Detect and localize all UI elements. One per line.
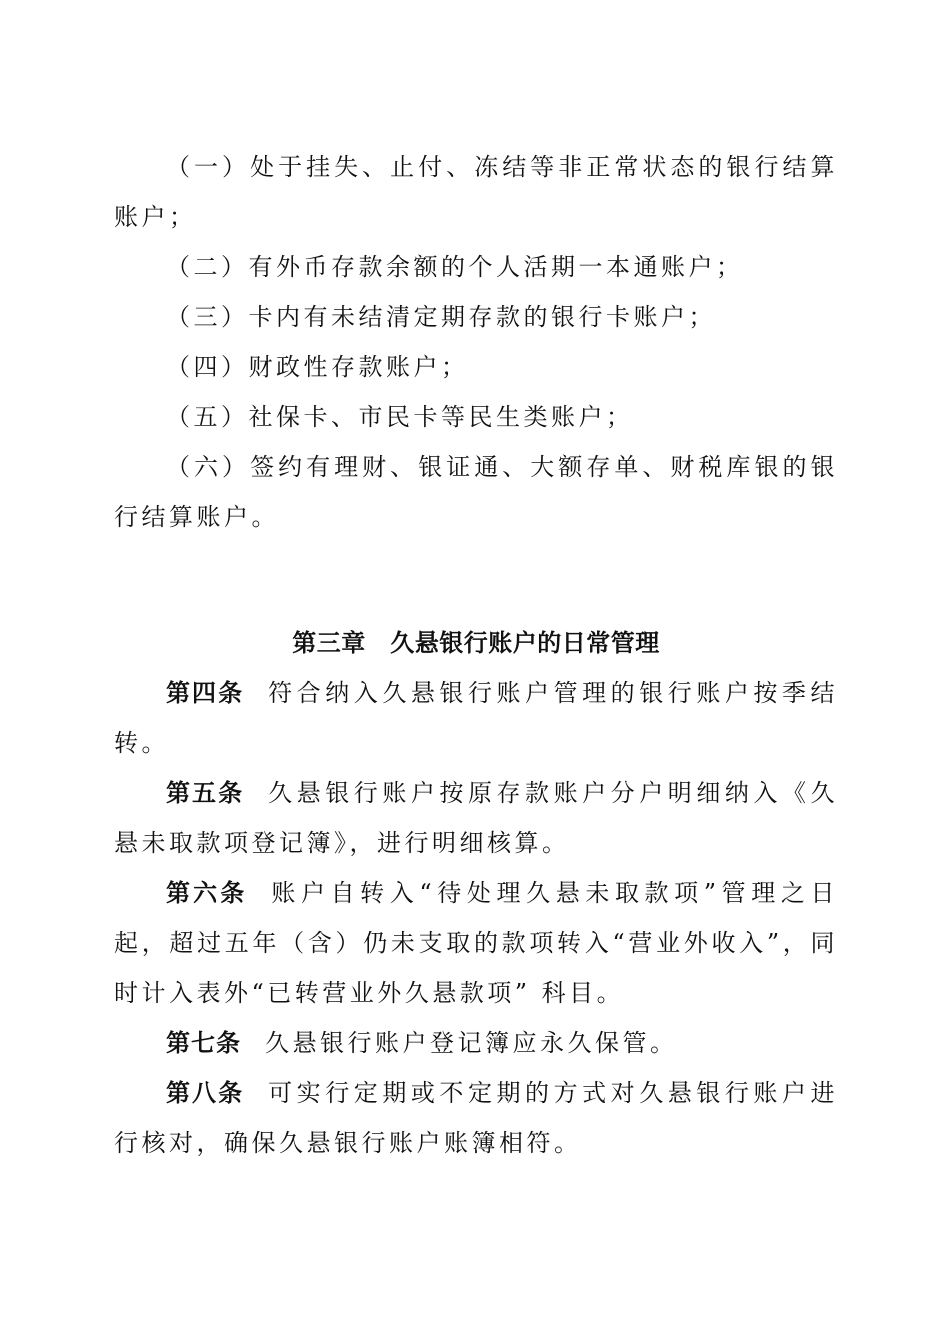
article-label: 第七条	[166, 1029, 241, 1057]
article-text: 符合纳入久悬银行账户管理的银行账户按季结转。	[114, 679, 839, 757]
article-label: 第六条	[166, 879, 248, 907]
article-7	[114, 1018, 838, 1068]
article-label: 第五条	[166, 779, 245, 807]
list-item-1: （一）处于挂失、止付、冻结等非正常状态的银行结算账户；	[114, 153, 838, 231]
article-4	[114, 668, 838, 768]
list-item-4: （四）财政性存款账户；	[166, 353, 469, 381]
document-body	[114, 142, 838, 1168]
article-5	[114, 768, 838, 868]
list-item-5: （五）社保卡、市民卡等民生类账户；	[166, 403, 634, 431]
chapter-title: 第三章 久悬银行账户的日常管理	[292, 629, 660, 657]
list-item-3: （三）卡内有未结清定期存款的银行卡账户；	[166, 303, 716, 331]
article-label: 第八条	[166, 1079, 245, 1107]
article-8	[114, 1068, 838, 1168]
article-text: 可实行定期或不定期的方式对久悬银行账户进行核对，确保久悬银行账户账簿相符。	[114, 1079, 839, 1157]
article-text: 久悬银行账户按原存款账户分户明细纳入《久悬未取款项登记簿》，进行明细核算。	[114, 779, 839, 857]
list-item-6: （六）签约有理财、银证通、大额存单、财税库银的银行结算账户。	[114, 453, 838, 531]
article-text: 久悬银行账户登记簿应永久保管。	[265, 1029, 678, 1057]
article-text: 账户自转入“待处理久悬未取款项”管理之日起，超过五年（含）仍未支取的款项转入“营业外收入”，同时计入表外“已转营业外久悬款项” 科目。	[114, 879, 839, 1007]
article-6	[114, 868, 838, 1018]
list-item-2: （二）有外币存款余额的个人活期一本通账户；	[166, 253, 744, 281]
article-label: 第四条	[166, 679, 245, 707]
section-gap	[114, 542, 838, 618]
